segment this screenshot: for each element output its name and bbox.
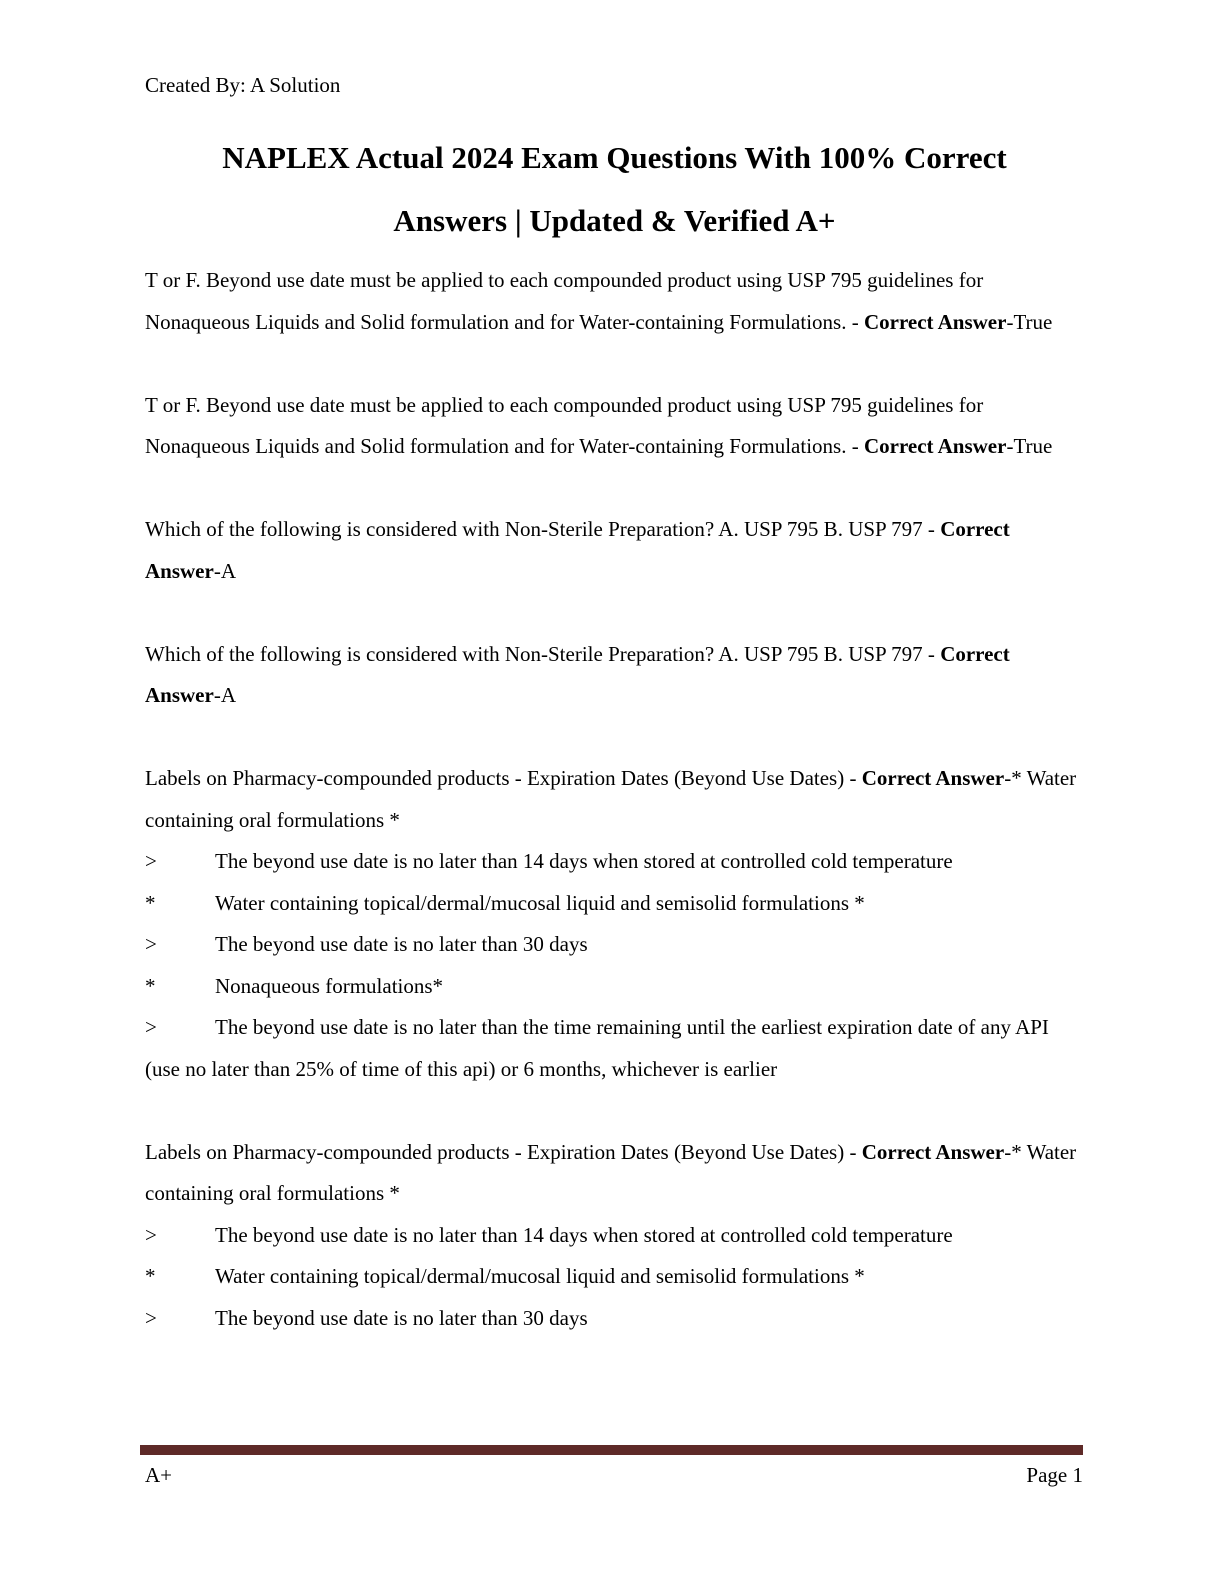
list-marker: * <box>145 973 156 998</box>
correct-answer-label: Correct Answer <box>145 517 1010 583</box>
list-marker: * <box>145 890 156 915</box>
list-item-text: The beyond use date is no later than 14 days when stored at controlled cold temperature <box>215 1222 953 1247</box>
document-body <box>145 260 1084 1381</box>
list-item-text: The beyond use date is no later than the time remaining until the earliest expiration date of any API (use no later than 25% of time of this api) or 6 months, whichever is earlier <box>145 1015 1049 1081</box>
footer-page-number: Page 1 <box>1026 1463 1083 1487</box>
page-title-line2: Answers | Updated & Verified A+ <box>393 203 836 238</box>
question-text: Which of the following is considered with Non-Sterile Preparation? A. USP 795 B. USP 797 - <box>145 517 941 541</box>
question-text: Labels on Pharmacy-compounded products - Expiration Dates (Beyond Use Dates) - <box>145 766 862 790</box>
answer-text: -A <box>213 683 236 707</box>
correct-answer-label: Correct Answer <box>145 641 1010 707</box>
list-item-text: The beyond use date is no later than 14 days when stored at controlled cold temperature <box>215 849 953 873</box>
list-item <box>145 841 1084 883</box>
list-marker: > <box>145 849 157 873</box>
footer-left-text: A+ <box>145 1463 173 1487</box>
list-item-text: The beyond use date is no later than 30 days <box>215 1305 588 1330</box>
list-marker: > <box>145 1305 157 1330</box>
answer-text: -True <box>1006 309 1053 334</box>
list-item-text: Water containing topical/dermal/mucosal liquid and semisolid formulations * <box>215 1264 865 1288</box>
qa-paragraph <box>145 634 1084 717</box>
list-item-text: Nonaqueous formulations* <box>215 973 444 998</box>
list-item <box>145 1298 1084 1340</box>
qa-paragraph <box>145 1132 1084 1215</box>
page-footer <box>145 1462 1083 1488</box>
qa-block <box>145 509 1084 592</box>
page-title <box>145 126 1084 252</box>
question-text: Which of the following is considered with Non-Sterile Preparation? A. USP 795 B. USP 797 - <box>145 641 941 666</box>
list-item <box>145 1215 1084 1257</box>
qa-block <box>145 758 1084 1090</box>
correct-answer-label: Correct Answer <box>863 434 1007 458</box>
list-marker: > <box>145 1015 157 1039</box>
page-title-line1: NAPLEX Actual 2024 Exam Questions With 100% Correct <box>222 140 1007 175</box>
question-text: Labels on Pharmacy-compounded products - Expiration Dates (Beyond Use Dates) - <box>145 1139 862 1164</box>
footer-divider-bar <box>140 1445 1083 1455</box>
list-item <box>145 966 1084 1008</box>
created-by-line: Created By: A Solution <box>145 73 341 97</box>
correct-answer-label: Correct Answer <box>861 1139 1005 1164</box>
answer-text: -* Water containing oral formulations * <box>145 1139 1077 1205</box>
qa-paragraph <box>145 509 1084 592</box>
list-item <box>145 1007 1084 1090</box>
list-item <box>145 883 1084 925</box>
answer-text: -* Water containing oral formulations * <box>145 766 1077 832</box>
list-marker: > <box>145 932 157 956</box>
qa-paragraph <box>145 260 1084 343</box>
qa-block <box>145 634 1084 717</box>
qa-paragraph <box>145 758 1084 841</box>
answer-text: -A <box>213 558 236 583</box>
correct-answer-label: Correct Answer <box>861 766 1005 790</box>
list-item-text: The beyond use date is no later than 30 days <box>215 932 588 956</box>
list-marker: * <box>145 1264 156 1288</box>
list-item <box>145 1256 1084 1298</box>
list-item <box>145 924 1084 966</box>
list-item-text: Water containing topical/dermal/mucosal liquid and semisolid formulations * <box>215 890 865 915</box>
qa-block <box>145 385 1084 468</box>
list-marker: > <box>145 1222 157 1247</box>
question-text: T or F. Beyond use date must be applied to each compounded product using USP 795 guidelines for Nonaqueous Liquids and Solid formulation and for Water-containing Formulations. - <box>145 268 984 334</box>
correct-answer-label: Correct Answer <box>863 309 1007 334</box>
qa-block <box>145 1132 1084 1340</box>
qa-paragraph <box>145 385 1084 468</box>
answer-text: -True <box>1006 434 1053 458</box>
qa-block <box>145 260 1084 343</box>
question-text: T or F. Beyond use date must be applied to each compounded product using USP 795 guidelines for Nonaqueous Liquids and Solid formulation and for Water-containing Formulations. - <box>145 392 984 458</box>
